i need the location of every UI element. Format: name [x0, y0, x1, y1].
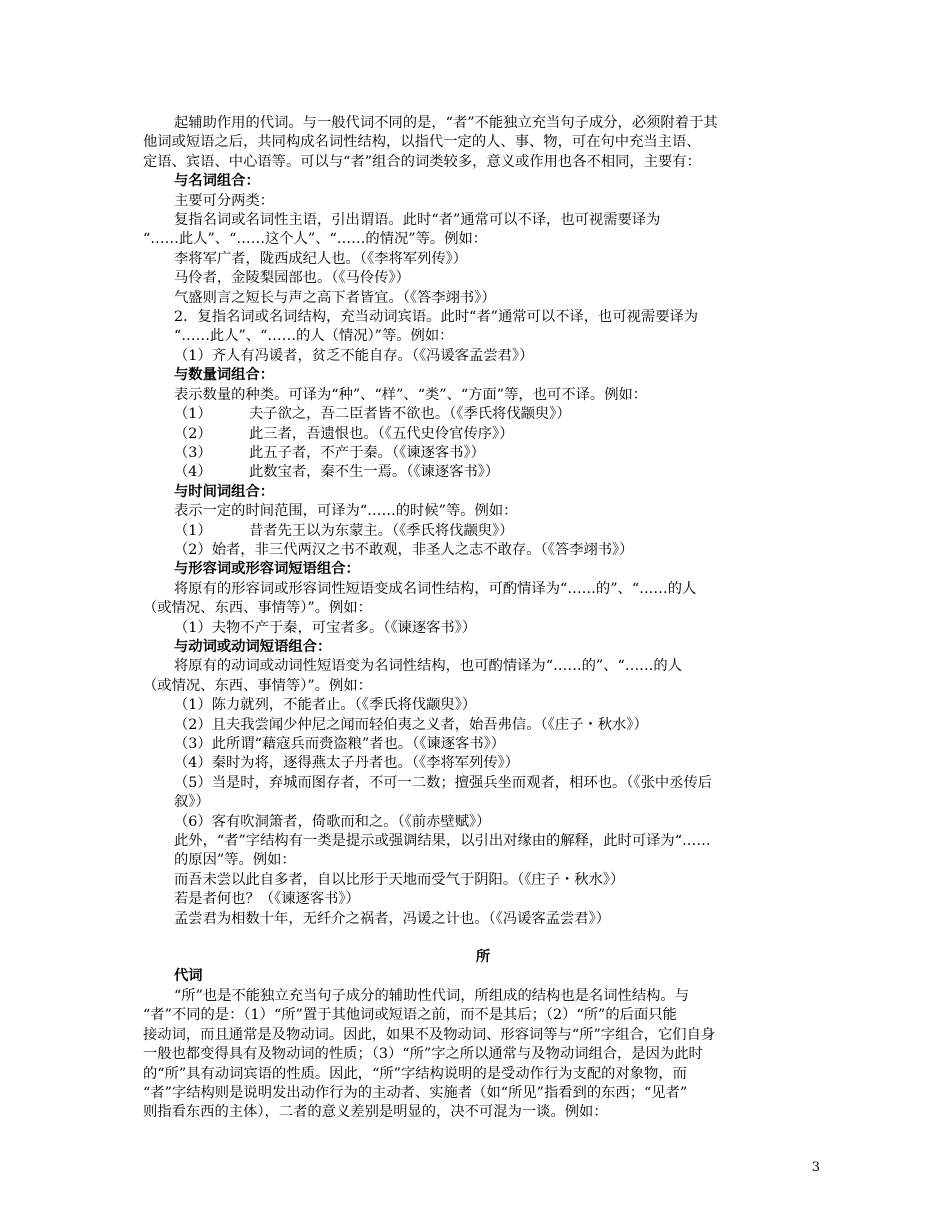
section-heading-noun: 与名词组合： — [174, 173, 260, 190]
example-line: （2）始者，非三代两汉之书不敢观，非圣人之志不敢存。（《答李翊书》） — [174, 541, 634, 558]
example-line — [143, 522, 823, 541]
section-heading-time: 与时间词组合： — [174, 483, 275, 500]
section-title: 所 — [475, 949, 491, 966]
paragraph-line: （或情况、东西、事情等）”。例如： — [143, 677, 372, 694]
example-number: （2） — [174, 425, 212, 442]
page-number: 3 — [811, 1160, 820, 1175]
paragraph-line: （或情况、东西、事情等）”。例如： — [143, 600, 372, 617]
paragraph-line: 接动词，而且通常是及物动词。因此，如果不及物动词、形容词等与“所”字组合，它们自身 — [143, 1026, 716, 1043]
paragraph-line: 将原有的动词或动词性短语变为名词性结构，也可酌情译为“……的”、“……的人 — [174, 658, 683, 675]
example-line — [143, 444, 823, 463]
example-line — [143, 425, 823, 444]
example-number: （1） — [174, 522, 212, 539]
paragraph-line: “者”字结构则是说明发出动作行为的主动者、实施者（如“所见”指看到的东西；“见者” — [143, 1084, 688, 1101]
example-line: （5）当是时，弃城而图存者，不可一二数；擅强兵坐而观者，相环也。（《张中丞传后 — [174, 774, 713, 791]
paragraph-line: 2．复指名词或名词结构，充当动词宾语。此时“者”通常可以不译，也可视需要译为 — [174, 309, 699, 326]
paragraph-line: 的原因”等。例如： — [174, 852, 296, 869]
paragraph-line: “……此人”、“……的人（情况）”等。例如： — [174, 328, 454, 345]
example-line: （6）客有吹洞箫者，倚歌而和之。（《前赤壁赋》） — [174, 813, 491, 830]
example-line: 孟尝君为相数十年，无纤介之祸者，冯谖之计也。（《冯谖客孟尝君》） — [174, 910, 611, 927]
paragraph-line: 表示一定的时间范围，可译为“……的时候”等。例如： — [174, 503, 518, 520]
paragraph-line: 的“所”具有动词宾语的性质。因此，“所”字结构说明的是受动作行为支配的对象物，而 — [143, 1065, 687, 1082]
paragraph-line: 表示数量的种类。可译为“种”、“样”、“类”、“方面”等，也可不译。例如： — [174, 386, 648, 403]
paragraph-line: 起辅助作用的代词。与一般代词不同的是，“者”不能独立充当句子成分，必须附着于其 — [174, 115, 718, 131]
paragraph-line: 复指名词或名词性主语，引出谓语。此时“者”通常可以不译，也可视需要译为 — [174, 212, 661, 229]
paragraph-line: 定语、宾语、中心语等。可以与“者”组合的词类较多，意义或作用也各不相同，主要有： — [143, 153, 701, 170]
example-line: （1）陈力就列，不能者止。（《季氏将伐颛臾》） — [174, 697, 477, 714]
example-line: （3）此所谓“藉寇兵而赍盗粮”者也。（《谏逐客书》） — [174, 736, 506, 752]
example-line: （1）齐人有冯谖者，贫乏不能自存。（《冯谖客孟尝君》） — [174, 347, 534, 364]
example-text: 此数宝者，秦不生一焉。（《谏逐客书》） — [249, 464, 500, 481]
page-body — [143, 114, 823, 1123]
example-line — [143, 463, 823, 482]
example-number: （4） — [174, 464, 212, 481]
example-line — [143, 405, 823, 424]
paragraph-line: 此外，“者”字结构有一类是提示或强调结果，以引出对缘由的解释，此时可译为“…… — [174, 833, 711, 850]
example-text: 夫子欲之，吾二臣者皆不欲也。（《季氏将伐颛臾》） — [249, 406, 571, 423]
example-number: （3） — [174, 444, 212, 461]
example-line: （1）夫物不产于秦，可宝者多。（《谏逐客书》） — [174, 619, 477, 636]
section-heading-adjective: 与形容词或形容词短语组合： — [174, 561, 360, 578]
example-line: 气盛则言之短长与声之高下者皆宜。（《答李翊书》） — [174, 289, 496, 306]
example-text: 昔者先王以为东蒙主。（《季氏将伐颛臾》） — [249, 522, 514, 539]
example-line: 李将军广者，陇西成纪人也。（《李将军列传》） — [174, 250, 468, 267]
example-line: 若是者何也？（《谏逐客书》） — [174, 891, 360, 908]
example-number: （1） — [174, 406, 212, 423]
paragraph-line: “者”不同的是：（1）“所”置于其他词或短语之前，而不是其后；（2）“所”的后面只能 — [143, 1007, 677, 1024]
example-line: 马伶者，金陵梨园部也。（《马伶传》） — [174, 270, 410, 287]
paragraph-line: 将原有的形容词或形容词性短语变成名词性结构，可酌情译为“……的”、“……的人 — [174, 580, 697, 597]
paragraph-line: “……此人”、“……这个人”、“……的情况”等。例如： — [143, 231, 488, 248]
example-text: 此五子者，不产于秦。（《谏逐客书》） — [249, 444, 485, 461]
paragraph-line: 他词或短语之后，共同构成名词性结构，以指代一定的人、事、物，可在句中充当主语、 — [143, 134, 701, 151]
example-text: 此三者，吾遗恨也。（《五代史伶官传序》） — [249, 425, 514, 442]
paragraph-line: “所”也是不能独立充当句子成分的辅助性代词，所组成的结构也是名词性结构。与 — [174, 987, 690, 1004]
example-line: （2）且夫我尝闻少仲尼之闻而轻伯夷之义者，始吾弗信。（《庄子・秋水》） — [174, 716, 648, 733]
section-heading-verb: 与动词或动词短语组合： — [174, 638, 332, 655]
paragraph-line: 主要可分两类： — [174, 192, 275, 209]
section-heading-pronoun: 代词 — [174, 968, 203, 985]
example-line: （4）秦时为将，逐得燕太子丹者也。（《李将军列传》） — [174, 755, 520, 772]
example-line: 而吾未尝以此自多者，自以比形于天地而受气于阴阳。（《庄子・秋水》） — [174, 871, 625, 888]
example-line: 叙》） — [174, 794, 210, 811]
paragraph-line: 一般也都变得具有及物动词的性质；（3）“所”字之所以通常与及物动词组合，是因为此时 — [143, 1046, 703, 1063]
section-heading-numeral: 与数量词组合： — [174, 367, 275, 384]
paragraph-line: 则指看东西的主体），二者的意义差别是明显的，决不可混为一谈。例如： — [143, 1104, 608, 1121]
